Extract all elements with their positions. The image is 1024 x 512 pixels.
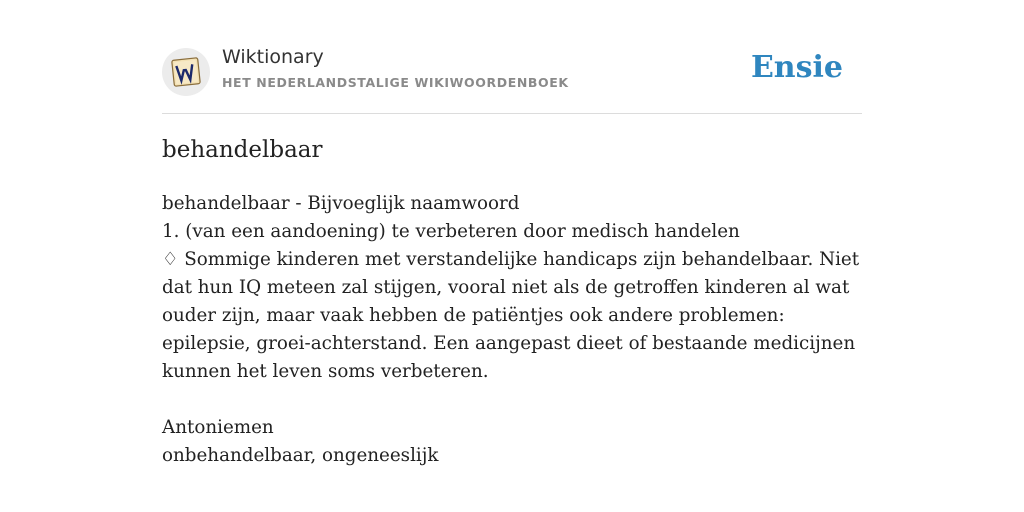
example-sentence: ♢ Sommige kinderen met verstandelijke handicaps zijn behandelbaar. Niet dat hun IQ meteen zal stijgen, vooral niet als de getroffen kinderen al wat ouder zijn, maar vaak hebben de patiëntjes ook andere problemen: epilepsie, groei-achterstand. Een aangepast dieet of bestaande medicijnen kunnen het leven soms verbeteren. xyxy=(162,249,860,382)
header-divider xyxy=(162,113,862,114)
definition-line: 1. (van een aandoening) te verbeteren door medisch handelen xyxy=(162,221,740,242)
site-header xyxy=(162,44,862,98)
wiktionary-logo-icon[interactable] xyxy=(162,48,210,96)
site-name[interactable]: Wiktionary xyxy=(222,46,324,68)
antonyms-heading: Antoniemen xyxy=(162,417,274,438)
ensie-brand-logo[interactable]: Ensie xyxy=(750,50,843,85)
antonyms-list: onbehandelbaar, ongeneeslijk xyxy=(162,445,439,466)
part-of-speech-line: behandelbaar - Bijvoeglijk naamwoord xyxy=(162,193,520,214)
entry-title: behandelbaar xyxy=(162,137,323,163)
entry-body xyxy=(162,190,862,470)
spacer xyxy=(162,386,862,414)
wiktionary-w-tile-icon xyxy=(169,55,203,89)
site-tagline: HET NEDERLANDSTALIGE WIKIWOORDENBOEK xyxy=(222,75,569,90)
